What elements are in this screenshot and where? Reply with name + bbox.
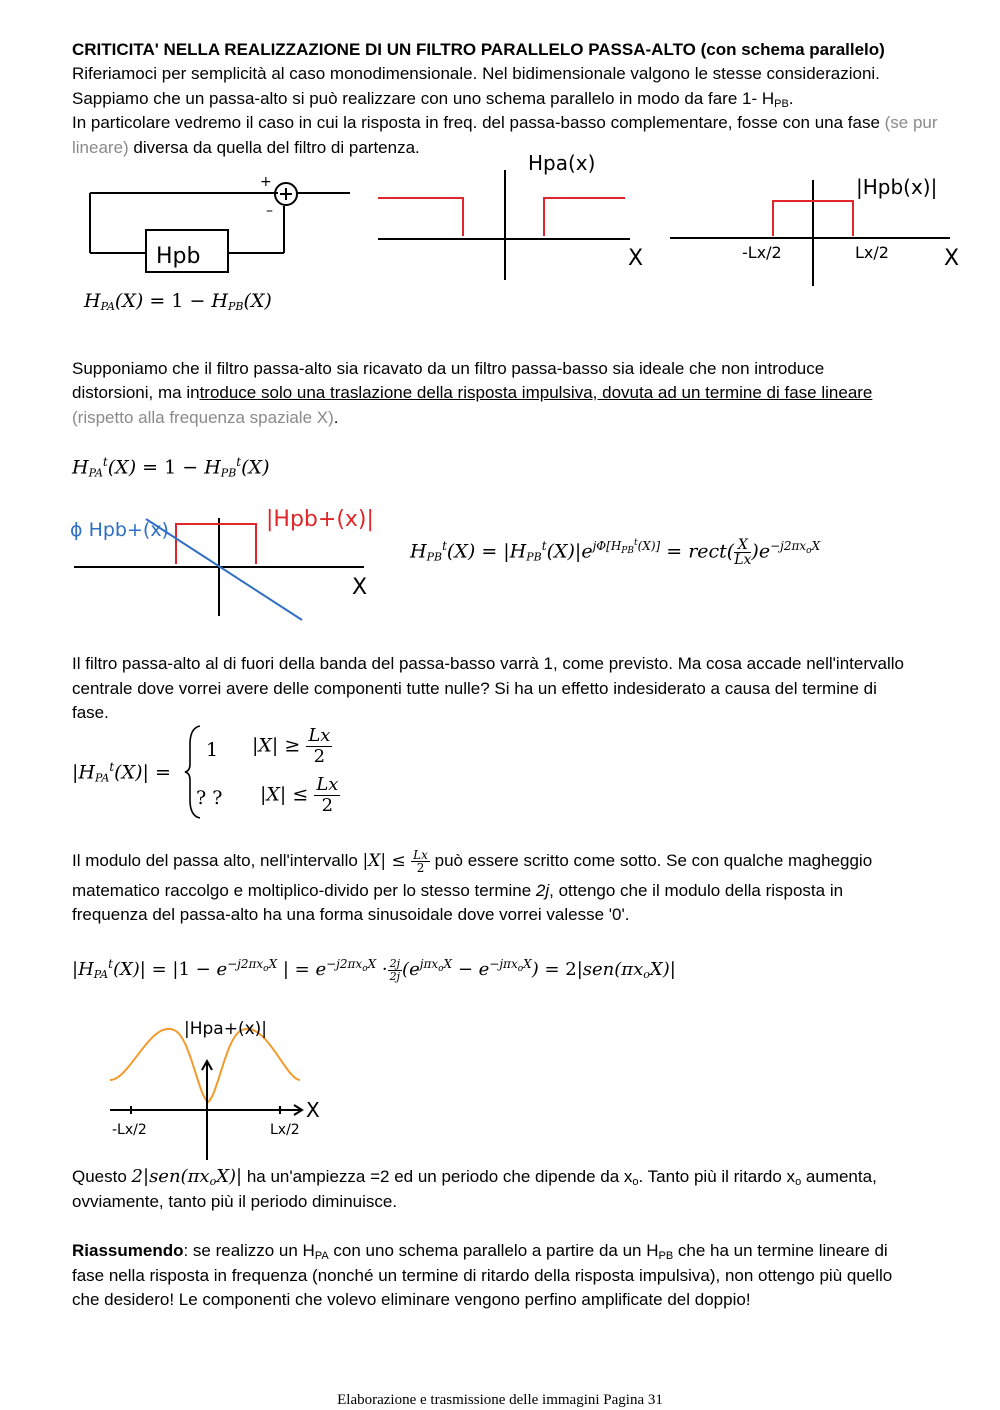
magnitude-label: |Hpb+(x)|: [266, 507, 374, 532]
section5-line-1: Questo $2|sen(\pi x_oX)|$ ha un'ampiezza =2 ed un periodo che dipende da $x_o$. Tanto più il ritardo $x_o$ aumenta,: [72, 1166, 877, 1188]
summary-line-2: fase nella risposta in frequenza (nonché un termine di ritardo della risposta impulsiva), non ottengo più quello: [72, 1266, 893, 1285]
tick-pos-lx: Lx/2: [855, 243, 889, 262]
figure3-tick-pos: Lx/2: [270, 1122, 300, 1138]
hpb-label: |Hpb(x)|: [856, 175, 938, 199]
figure-2: [66, 492, 386, 627]
page-footer: Elaborazione e trasmissione delle immagini Pagina 31: [337, 1392, 663, 1408]
x-axis-label-3: X: [352, 575, 368, 600]
intro-line-1: Riferiamoci per semplicità al caso monodimensionale. Nel bidimensionale valgono le stesse considerazioni.: [72, 64, 880, 83]
section4-line-3: frequenza del passa-alto ha una forma sinusoidale dove vorrei valesse '0'.: [72, 905, 630, 924]
hpa-sketch: [378, 151, 643, 280]
section3-line-3: fase.: [72, 703, 109, 722]
hpb-sketch: [670, 175, 959, 286]
case1-value: 1: [206, 739, 219, 761]
section2-line-1: Supponiamo che il filtro passa-alto sia ricavato da un filtro passa-basso sia ideale che non introduce: [72, 359, 825, 378]
case2-condition: |X| ≤ $\frac{Lx}{2}$: [260, 774, 339, 816]
x-axis-label-1: X: [628, 246, 644, 271]
case1-condition: |X| ≥ $\frac{Lx}{2}$: [252, 725, 331, 767]
intro-line-2: Sappiamo che un passa-alto si può realizzare con uno schema parallelo in modo da fare 1- $H_{PB}$.: [72, 89, 794, 110]
figure-1: [70, 148, 980, 293]
summary-line-3: che desidero! Le componenti che volevo eliminare vengono perfino amplificate del doppio!: [72, 1290, 751, 1309]
equation-hpa-t: $H_{PA}^t(X) = 1 - H_{PB}^t(X)$: [72, 455, 270, 480]
equation-hpa: $H_{PA}(X) = 1 - H_{PB}(X)$: [84, 290, 272, 313]
x-axis-label-4: X: [306, 1098, 320, 1122]
figure3-label: |Hpa+(x)|: [184, 1019, 268, 1039]
phase-label: ϕ Hpb+(x): [70, 519, 169, 541]
section4-line-2: matematico raccolgo e moltiplico-divido per lo stesso termine 2j, ottengo che il modulo della risposta in: [72, 881, 844, 900]
hpa-label: Hpa(x): [528, 151, 596, 175]
section2-line-2: distorsioni, ma introduce solo una traslazione della risposta impulsiva, dovuta ad un termine di fase lineare: [72, 383, 873, 402]
equation-hpb-t: $H_{PB}^t(X) = |H_{PB}^t(X)|e^{j\Phi[H_{PB}^t(X)]}$ = rect( $\frac{X}{Lx}$ )$e^{-j2\pi x_oX}$: [410, 537, 821, 568]
equation-modulus: $|H_{PA}^t(X)| = |1 - e^{-j2\pi x_oX}$ | = $e^{-j2\pi x_oX}$ · $\frac{2j}{2j}$ $(e^{j\pi x_oX} - e^{-j\pi x_oX}) = 2|sen(\pi x_oX)|$: [72, 956, 676, 983]
section5-line-2: ovviamente, tanto più il periodo diminuisce.: [72, 1192, 398, 1211]
section3-line-1: Il filtro passa-alto al di fuori della banda del passa-basso varrà 1, come previsto. Ma cosa accade nell'intervallo: [72, 654, 904, 673]
page-title: CRITICITA' NELLA REALIZZAZIONE DI UN FILTRO PARALLELO PASSA-ALTO (con schema parallelo): [72, 40, 885, 59]
case2-value: ? ?: [196, 787, 223, 809]
section2-line-3: (rispetto alla frequenza spaziale X).: [72, 408, 339, 427]
block-diagram: [90, 183, 350, 272]
section4-line-1: Il modulo del passa alto, nell'intervallo |X| ≤ $\frac{Lx}{2}$ può essere scritto come sotto. Se con qualche magheggio: [72, 848, 873, 875]
summary-line-1: Riassumendo: se realizzo un $H_{PA}$ con uno schema parallelo a partire da un $H_{PB}$ che ha un termine lineare di: [72, 1241, 888, 1262]
tick-neg-lx: -Lx/2: [742, 243, 782, 262]
figure3-tick-neg: -Lx/2: [112, 1122, 147, 1138]
piecewise-lhs: $|H_{PA}^t(X)|$ =: [72, 760, 171, 785]
minus-sign: –: [266, 203, 273, 219]
section3-line-2: centrale dove vorrei avere delle componenti tutte nulle? Si ha un effetto indesiderato a causa del termine di: [72, 679, 877, 698]
figure-3: [100, 1010, 340, 1170]
intro-line-3: In particolare vedremo il caso in cui la risposta in freq. del passa-basso complementare, fosse con una fase (se pur lineare) diversa da quella del filtro di partenza.: [72, 113, 938, 157]
x-axis-label-2: X: [944, 246, 960, 271]
plus-sign: +: [260, 174, 272, 190]
hpb-block-label: Hpb: [156, 244, 201, 269]
